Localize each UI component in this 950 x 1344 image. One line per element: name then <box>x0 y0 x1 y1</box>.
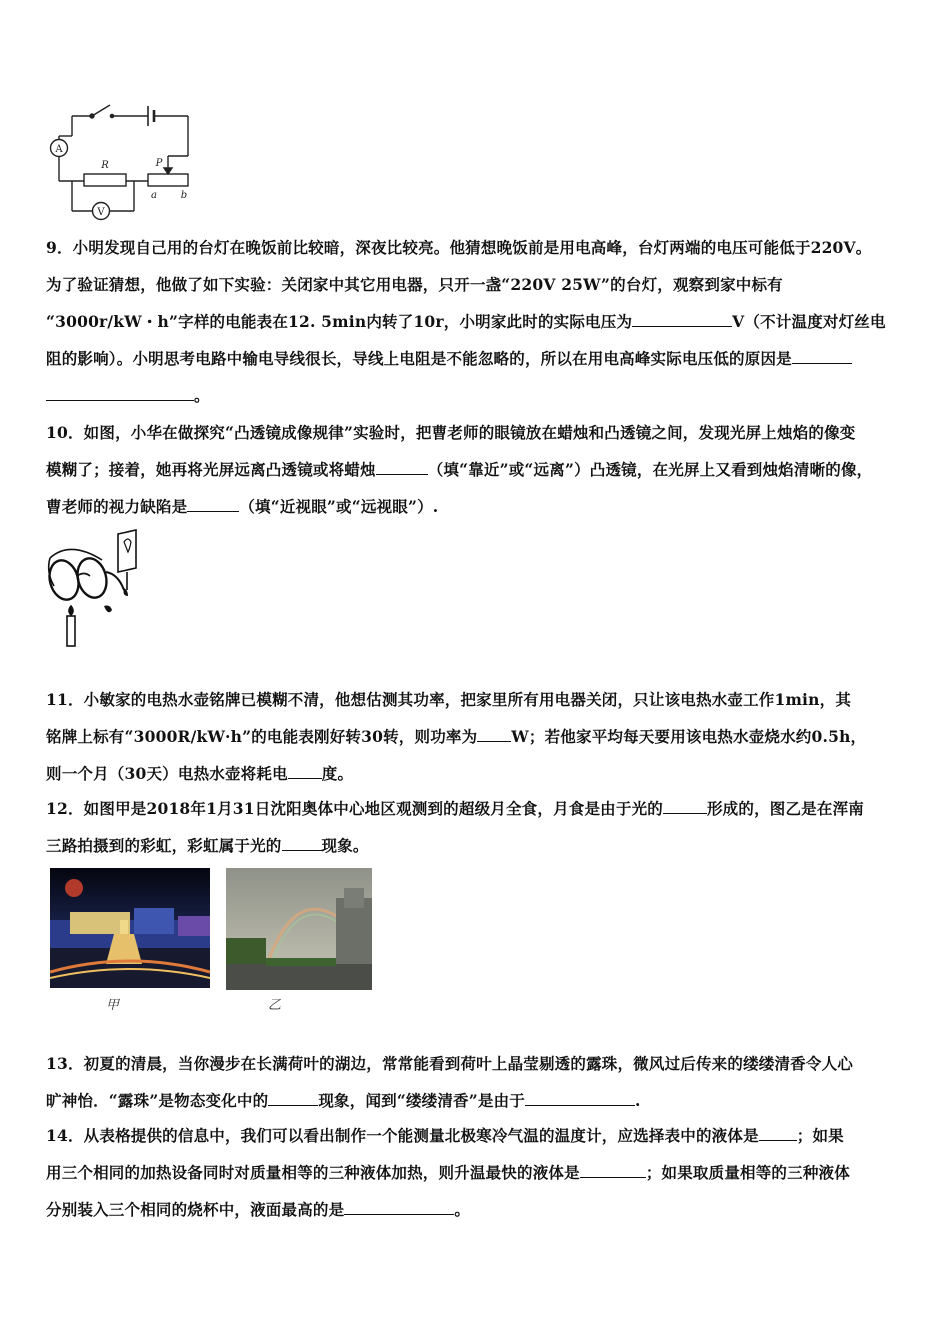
q9-line3 <box>46 310 916 332</box>
q9-line2: 为了验证猜想，他做了如下实验：关闭家中其它用电器，只开一盏“220V 25W”的台灯，观察到家中标有 <box>46 275 783 294</box>
q12-line2-text-a: 三路拍摄到的彩虹，彩虹属于光的 <box>46 836 282 855</box>
rainbow-photo <box>226 868 372 990</box>
q14-line3 <box>46 1198 916 1220</box>
q13-line2-text-b: 现象，闻到“缕缕清香”是由于 <box>318 1091 525 1110</box>
q11-blank-power[interactable] <box>477 727 511 742</box>
q9-line3-text-b: V（不计温度对灯丝电 <box>732 312 886 331</box>
q9-line5-text: 。 <box>194 386 210 405</box>
q10-line3-text-a: 曹老师的视力缺陷是 <box>46 497 188 516</box>
q10-line3 <box>46 495 916 517</box>
q14-blank-fastest[interactable] <box>580 1163 646 1178</box>
q11-line2 <box>46 725 916 747</box>
q13-line1: 13．初夏的清晨，当你漫步在长满荷叶的湖边，常常能看到荷叶上晶莹剔透的露珠，微风过后传来的缕缕清香令人心 <box>46 1054 853 1073</box>
resistor-label: R <box>101 160 109 171</box>
q9-blank-reason-b[interactable] <box>46 386 194 401</box>
q14-line2 <box>46 1161 916 1183</box>
eclipse-photo <box>50 868 210 988</box>
q11-blank-energy[interactable] <box>288 764 322 779</box>
q12-line1-text-a: 12．如图甲是2018年1月31日沈阳奥体中心地区观测到的超级月全食，月食是由于光的 <box>46 799 663 818</box>
q14-line1-text-b: ；如果 <box>796 1126 844 1145</box>
q13-line2-text-a: 旷神怡．“露珠”是物态变化中的 <box>46 1091 269 1110</box>
moon-icon <box>65 879 83 897</box>
q9-line5 <box>46 384 916 406</box>
q14-line3-text-a: 分别装入三个相同的烧杯中，液面最高的是 <box>46 1200 345 1219</box>
q14-blank-highest[interactable] <box>344 1200 454 1215</box>
q13-line2-text-c: . <box>634 1091 641 1110</box>
q10-line3-text-b: （填“近视眼”或“远视眼”）. <box>239 497 439 516</box>
q10-blank-direction[interactable] <box>376 460 428 475</box>
q13-blank-reason[interactable] <box>525 1091 635 1106</box>
q11-line3-text-b: 度。 <box>321 764 354 783</box>
q10-line2 <box>46 458 916 480</box>
q12-line1-text-b: 形成的，图乙是在浑南 <box>706 799 864 818</box>
q14-line3-text-b: 。 <box>454 1200 471 1219</box>
q10-line1: 10．如图，小华在做探究“凸透镜成像规律”实验时，把曹老师的眼镜放在蜡烛和凸透镜之间，发现光屏上烛焰的像变 <box>46 423 856 442</box>
q9-line3-text-a: “3000r/kW・h”字样的电能表在12. 5min内转了10r，小明家此时的实际电压为 <box>46 312 633 331</box>
slider-label: P <box>155 158 163 169</box>
q11-line2-text-b: W；若他家平均每天要用该电热水壶烧水约0.5h， <box>511 727 867 746</box>
q9-line4-text: 阻的影响）。小明思考电路中输电导线很长，导线上电阻是不能忽略的，所以在用电高峰实际电压低的原因是 <box>46 349 792 368</box>
voltmeter-label: V <box>97 207 105 218</box>
q14-line1-text-a: 14．从表格提供的信息中，我们可以看出制作一个能测量北极寒冷气温的温度计，应选择表中的液体是 <box>46 1126 759 1145</box>
q14-line2-text-a: 用三个相同的加热设备同时对质量相等的三种液体加热，则升温最快的液体是 <box>46 1163 580 1182</box>
q12-line2-text-b: 现象。 <box>321 836 369 855</box>
q10-line2-text-b: （填“靠近”或“远离”）凸透镜，在光屏上又看到烛焰清晰的像， <box>427 460 873 479</box>
q13-blank-phase[interactable] <box>268 1091 318 1106</box>
photo-caption-yi: 乙 <box>268 998 282 1013</box>
q11-line3-text-a: 则一个月（30天）电热水壶将耗电 <box>46 764 288 783</box>
q12-line1 <box>46 797 916 819</box>
q12-blank-eclipse[interactable] <box>663 799 707 814</box>
q12-line2 <box>46 834 916 856</box>
end-b-label: b <box>180 190 188 201</box>
circuit-diagram <box>44 96 204 224</box>
q11-line3 <box>46 762 916 784</box>
q9-blank-voltage[interactable] <box>632 312 732 327</box>
photo-caption-jia: 甲 <box>106 998 120 1013</box>
q14-line1 <box>46 1124 916 1146</box>
q11-line1: 11．小敏家的电热水壶铭牌已模糊不清，他想估测其功率，把家里所有用电器关闭，只让该电热水壶工作1min，其 <box>46 690 852 709</box>
glasses-candle-figure <box>44 528 144 650</box>
q10-line2-text-a: 模糊了；接着，她再将光屏远离凸透镜或将蜡烛 <box>46 460 376 479</box>
end-a-label: a <box>151 190 157 201</box>
q9-line4 <box>46 347 916 369</box>
q9-line1: 9．小明发现自己用的台灯在晚饭前比较暗，深夜比较亮。他猜想晚饭前是用电高峰，台灯两端的电压可能低于220V。 <box>46 238 872 257</box>
q14-blank-liquid[interactable] <box>759 1126 797 1141</box>
q9-blank-reason-a[interactable] <box>792 349 852 364</box>
q12-blank-rainbow[interactable] <box>282 836 322 851</box>
q14-line2-text-b: ；如果取质量相等的三种液体 <box>645 1163 850 1182</box>
q13-line2 <box>46 1089 916 1111</box>
q10-blank-defect[interactable] <box>187 497 239 512</box>
q11-line2-text-a: 铭牌上标有“3000R/kW·h”的电能表刚好转30转，则功率为 <box>46 727 478 746</box>
ammeter-label: A <box>55 144 63 155</box>
